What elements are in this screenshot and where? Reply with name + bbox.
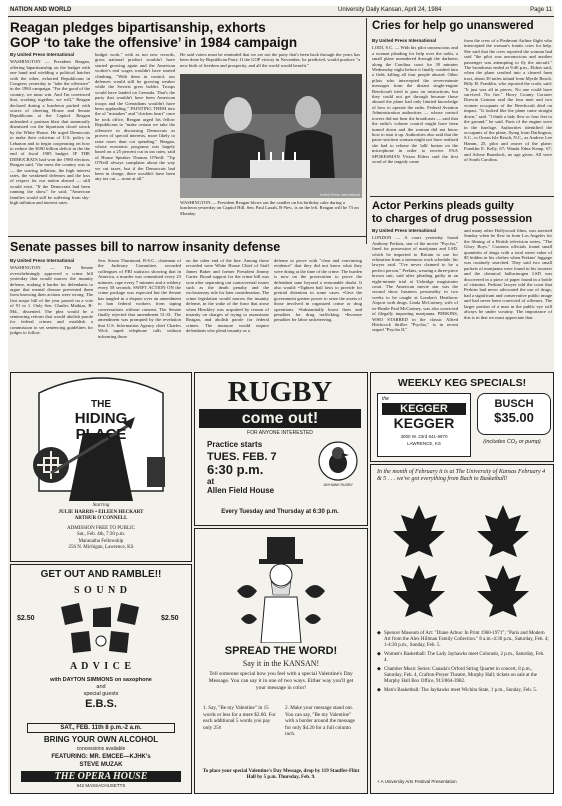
- page-header: [8, 6, 554, 17]
- hiding-place-title-1: THE: [91, 399, 111, 410]
- reagan-headline: [10, 20, 362, 50]
- valentine-footer: To place your special Valentine's Day Message, drop by 119 Stauffer-Flint Hall by 5 p.m. Thursday, Feb. 9.: [202, 769, 360, 780]
- senate-column-3: [186, 258, 269, 368]
- ramble-featuring: FEATURING: MR. EMCEE—KJHK's: [51, 754, 151, 760]
- festival-bullet-icon: ◆: [377, 631, 381, 636]
- reagan-photo-image: [180, 74, 362, 198]
- ramble-details: [11, 677, 191, 711]
- keg-specials-ad: [370, 372, 554, 462]
- maple-leaf-grid: [379, 501, 545, 623]
- column-rule: [366, 18, 367, 244]
- rugby-place: Allen Field House: [207, 486, 275, 495]
- opera-house-name: THE OPERA HOUSE: [21, 771, 181, 782]
- cries-body-2: from the crew of a Piedmont Airline flight who intercepted the woman's frantic cries for help. She said that the crew reported the woman had said "the pilot was unconscious and another passenger was attempting to fly the aircraft." The broadcasts ended at 9:46 p.m., Elders said, when the plane crashed into a cleared farm tract, about 30 miles inland from Myrtle Beach. Billy H. Franklin, who reported the crash, said: "It just was all in pieces. No one could have survived. No fire." Horry County Coroner Durwin Carmon said the four men and two women occupants of the Beechcraft died on impact. "It looked like the plane came straight down," said. "I think a lady flew or four feet to the ground," he said. Parts of the engine were in the fuselage. Authorities identified the occupants of the plane, flying from Darlington, S.C., to Ocean Isle Beach, N.C., as Andrew Lee Hamm, 25, pilot and owner of the plane; Franklin E. Kelly, 67; Wanda Edna Kemp, 67; and Arlene Brantlock, no age given. All were of South Carolina.: [464, 38, 552, 162]
- perkins-headline-line-1: Actor Perkins pleads guilty: [372, 200, 514, 212]
- festival-intro: In the month of February it is at The University of Kansas February 4 & 5 . . . we've got everything from Bach to Basketball!: [377, 469, 546, 482]
- senate-body-4: defense to prove with "clear and convincing evidence" that they did not know what they were doing at the time of the crime. The burden is now on the prosecution to prove the defendant sane beyond a reasonable doubt. It also would: •Tighten bail laws to provide for pretrial detention in some cases. •Give the government greater power to seize the assets of those involved in organized crime or drug operations. •Substantially boost fines and penalties for drug trafficking. •Increase penalties for labor racketeering.: [274, 258, 362, 323]
- festival-item-2: [377, 652, 549, 664]
- senate-column-4: [274, 258, 362, 368]
- festival-item-1: [377, 631, 549, 649]
- sound-advice-band-art: [41, 599, 161, 659]
- kegger-address-2: LAWRENCE, KS: [407, 441, 441, 446]
- kegger-address-1: 3000 W. 23rd 841-9870: [400, 434, 448, 439]
- perkins-body-2: and many other Hollywood films, was arrested Sunday when he flew in from Los Angeles for the filming of a British television series, "The Glory Boys." Customs officials found small quantities of drugs with a total street value of $5 hidden in his clothes when Perkins' luggage was routinely searched. They said two small packets of marijuana were found in his trousers and the chemical hallucinogen LSD was discovered in a piece of paper found in a bottle of vitamins. Perkins' lawyer told the court that Perkins had never advocated the use of drugs, had a significant and conservative public image and had never been convicted of offenses. The larger portion of a man in the public eye will always be under scrutiny. The importance of this is in that we must appreciate that.: [464, 228, 552, 320]
- senate-body-3: on the other end of the line. Among those recorded were White House Chief of Staff James Baker and former President Jimmy Carter. Broad support for the crime bill was won after separating out controversial issues such as the death penalty and the exclusionary rule for later consideration. The crime legislation would narrow the insanity defense, in the wake of the furor that arose when Hinckley was acquitted by reason of insanity on charges of trying to assassinate Reagan, and abolish parole for federal crimes. The measure would require defendants who plead insanity as a: [186, 258, 269, 334]
- festival-item-4: [377, 688, 549, 694]
- reagan-photo-caption: WASHINGTON — President Reagan blows out the candles on his birthday cake during a luncheon yesterday on Capitol Hill. Sen. Paul Laxalt, R-Nev., is on the left. Reagan will be 73 on Monday.: [180, 200, 359, 216]
- senate-body-2: Sen. Strom Thurmond, R-S.C., chairman of the Judiciary Committee, recorded colleagues of FBI statistics showing that in America, a murder was committed every 23 minutes, rape every 7 minutes and a robbery every 58 seconds. SWIFT ACTION ON the crime package was expected but the Senate has tangled in a dispute over an amendment to ban federal workers from taping conversations without consent. The Senate finally rejected that amendment 51-41. The amendment was prompted by the revelation that U.S. Information Agency chief Charles Wick taped telephone calls without informing those: [98, 258, 181, 339]
- festival-item-1-text: Spencer Museum of Art: "Diane Arbus: In Print 1960-1971"; "Paris and Modern Art from the Alex Hillman Family Collection." 8 a.m.-4:30 p.m., Saturday, Feb. 4; 1-4:30 p.m., Sunday, Feb. 5.: [384, 631, 549, 648]
- jayhawk-rugby-logo: [317, 439, 359, 483]
- ramble-concessions: concessions available: [76, 746, 126, 752]
- reagan-body-1: WASHINGTON — President Reagan, offering bipartisanship on the budget with one hand and wielding a political hatchet with the other, exhorted Republicans in Congress yesterday to "take the offensive" in the 1984 campaign. "For the good of the country, we must win. And I'm convinced that, working together, we will," Reagan declared during a luncheon packed with scores of cheering House and Senate Republicans at the Capitol. Reagan unleashed a partisan blast that summarily dismissed cut the bipartisan chord struck by the White House. He urged Democrats to make their criticism of U.S. policy in Lebanon and to begin cooperating on how to reduce the $180 billion deficit in the the end of fiscal 1985 budget. IF THE DEMOCRATS had won the 1980 election, Reagan said, "the mess the country was in — the soaring inflation, the high interest rates, the weakened defenses and the loss of respect for our nation abroad — still would exist. "If the Democrats had been running the show," he said, "American families would still be suffering from sky-high inflation and interest rates.: [10, 59, 90, 205]
- hiding-place-date: Sat., Feb. 4th, 7:30 p.m.: [76, 532, 126, 537]
- valentine-ad: [194, 528, 368, 794]
- rugby-practice-block: [207, 439, 317, 495]
- keg-note: (includes CO₂ or pump): [483, 439, 541, 445]
- rugby-practice-label: Practice starts: [207, 440, 263, 449]
- perkins-column-2: [464, 228, 552, 370]
- hiding-place-cast-2: ARTHUR O'CONNELL: [74, 516, 128, 521]
- ramble-date: SAT., FEB. 11th 8 p.m.-2 a.m.: [27, 723, 175, 733]
- arts-festival-ad: [370, 464, 554, 794]
- rugby-tagline: come out!: [199, 409, 361, 428]
- reagan-byline: By United Press International: [10, 52, 75, 57]
- senate-column-2: [98, 258, 181, 368]
- ramble-special: special guests: [83, 691, 119, 697]
- ramble-with: with DAYTON SIMMONS on saxophone: [50, 677, 152, 683]
- reagan-birthday-photo: [180, 74, 362, 198]
- ramble-price-right: $2.50: [161, 615, 179, 622]
- rugby-ad: [194, 372, 368, 526]
- busch-price-box: [477, 393, 551, 435]
- kegger-name-2: KEGGER: [393, 415, 455, 431]
- reagan-body-3: He said voters must be reminded that we are not the party that's been back through the years has been done by Republican Party. If the GOP victory in November, he predicted, would produce "a new birth of freedom and prosperity, and all the world would benefit.": [180, 52, 360, 68]
- festival-bullet-icon: ◆: [377, 688, 381, 693]
- busch-price: $35.00: [494, 410, 534, 425]
- perkins-column-1: [372, 228, 458, 370]
- perkins-byline: By United Press International: [372, 228, 437, 233]
- hiding-place-details: [11, 503, 191, 552]
- cries-column-1: [372, 38, 458, 194]
- ramble-price-left: $2.50: [17, 615, 35, 622]
- opera-house-ad: [10, 564, 192, 794]
- kegger-name-1: KEGGER: [382, 403, 466, 415]
- reagan-column-1: [10, 52, 90, 218]
- cries-body-1: LODI, S.C. — With his pilot unconscious and a woman pleading for help over the radio, a small plane meandered through the darkness along the Carolina coast for 39 minutes Wednesday night before it finally crashed into a field, killing all four people aboard. Other pilots who intercepted the seven-minute messages from the distant single-engine Beechcraft tried to pass on instructions, but they could not get through because those aboard the plane had only limited knowledge of how to operate the radio. Federal Aviation Administration authorities — whose control towers did not hear the broadcasts — said that the radio's volume control might have been turned down and the woman did not know how to turn it up. Authorities also said that the panic-stricken woman might not have realized she had to release the 'talk' button on the microphone in order to receive. FAA SPOKESMAN Vivian Elders said the first word of the tragedy came: [372, 45, 458, 164]
- senate-byline: By United Press International: [10, 258, 75, 263]
- hiding-place-cast-1: JULIE HARRIS • EILEEN HECKART: [58, 509, 144, 515]
- busch-label: BUSCH: [494, 398, 534, 410]
- rugby-logo-text: JAYHAWK RUGBY: [323, 483, 353, 487]
- rugby-subtitle: FOR ANYONE INTERESTED: [247, 430, 313, 436]
- sound-advice-bottom: A D V I C E: [69, 661, 133, 672]
- rugby-at: at: [207, 477, 215, 486]
- ramble-emcee: STEVE MUZAK: [79, 762, 123, 768]
- rugby-schedule: Every Tuesday and Thursday at 6:30 p.m.: [221, 509, 339, 515]
- festival-item-3-text: Chamber Music Series: Canada's Orford String Quartet in concert, 8 p.m., Saturday, Feb. 4, Crafton-Preyer Theatre, Murphy Hall; tickets on sale at the Murphy Hall Box Office, 913/864-3982.: [384, 667, 538, 684]
- section-name: NATION AND WORLD: [10, 7, 72, 13]
- perkins-body-1: LONDON — A court yesterday found Anthony Perkins, star of the movie "Psycho," fined for possession of marijuana and LSD, which he imported to Britain to use for relaxation from a strenuous work schedule, his lawyer said. "I've never claimed to be a perfect person," Perkins, wearing a three-piece brown suit, said after pleading guilty in an eight-minute trial at Uxbridge magistrates court. The American movie star was the second show business personality in two weeks to be caught at London's Heathrow Airport with drugs. Linda McCartney, wife of ex-Beatle Paul McCartney, was also convicted of illegally importing marijuana. PERKINS, WHO STARRED in the classic Alfred Hitchcock thriller "Psycho," is in recent sequel "Psycho II,": [372, 235, 458, 333]
- paper-dateline: University Daily Kansan, April 24, 1984: [338, 7, 442, 13]
- opera-house-address: 642 MASSACHUSETTS: [76, 783, 126, 788]
- reagan-column-2: [95, 52, 175, 218]
- perkins-rule: [370, 196, 554, 197]
- cries-headline: Cries for help go unanswered: [372, 20, 534, 32]
- valentine-option-2: 2. Make your message stand out. You can say, "Be my Valentine" with a border around the message for only $4.20 for a full column inch.: [285, 705, 355, 737]
- valentine-body: Tell someone special how you feel with a special Valentine's Day Message. You can say it in one of two ways. Either way you'll get your message in color!: [208, 671, 354, 691]
- page-number: Page 11: [530, 7, 552, 13]
- kegger-the: the: [382, 396, 389, 402]
- valentine-headline: SPREAD THE WORD!: [224, 645, 338, 657]
- hiding-place-ad: [10, 372, 192, 562]
- newspaper-page: [8, 6, 554, 794]
- reagan-headline-line-2: GOP ‘to take the offensive’ in 1984 campaign: [10, 35, 298, 50]
- perkins-headline-line-2: to charges of drug possession: [372, 212, 533, 225]
- reagan-body-2: budget work," with as not new records, gross national product wouldn't have started growing again and the American worker's real wages wouldn't have started climbing. "With them in control, our defenses would still be growing weaker while the Soviets grew bolder. Troops would have landed on Grenada. That's the party that wouldn't have been American troops and the Grenadians wouldn't have been applauding." PAINTING THEM into the of "mistakes" and "chicken heart" once he took office, Reagan urged his fellow Republicans to "make certain we take the offensive in discussing Democrats as proven of special interests, more likely to raise taxes than cut spending." Reagan, whose economic programs was largely based on a 25 percent cut in tax rates, said of House Speaker Thomas O'Neill: "Tip O'Neill always complains about the way we cut taxes, but if the Democrats had been in charge, there wouldn't have been any tax cut — none at all.": [95, 52, 175, 182]
- senate-headline: Senate passes bill to narrow insanity defense: [10, 240, 281, 254]
- rugby-title: RUGBY: [227, 376, 333, 408]
- rugby-day: TUES. FEB. 7: [207, 451, 277, 463]
- kegger-logo: [377, 393, 471, 457]
- festival-bullet-icon: ◆: [377, 667, 381, 672]
- reagan-headline-line-1: Reagan pledges bipartisanship, exhorts: [10, 20, 266, 35]
- hiding-place-admission: ADMISSION FREE TO PUBLIC: [66, 525, 136, 531]
- uncle-sam-illustration: [231, 533, 331, 643]
- hiding-place-title: [51, 399, 151, 443]
- senate-rule: [8, 236, 366, 237]
- valentine-option-1: 1. Say, "Be my Valentine" in 15 words or less for a mere $2.60. For each additional 5 words you pay only 25¢: [203, 705, 276, 731]
- festival-item-3: [377, 667, 549, 685]
- ramble-bring: BRING YOUR OWN ALCOHOL: [43, 735, 159, 744]
- reagan-column-3: [180, 52, 360, 72]
- senate-body-1: WASHINGTON — The Senate overwhelmingly approved a crime bill yesterday that would narrow the insanity defense, making it harder for defendants to argue that mental disease prevented them from knowing their actions were wrong. The first major bill of the year passed on a vote of 91 to 1. Only Sen. Charles Mathias, R-Md., dissented. The plea would be a sentencing reform that would abolish parole for federal crimes and establish a commission to set sentencing guidelines for judges to follow.: [10, 265, 93, 336]
- ramble-title: GET OUT AND RAMBLE!!: [40, 569, 162, 580]
- keg-title: WEEKLY KEG SPECIALS!: [397, 377, 527, 389]
- hiding-place-place: Maranatha Fellowship: [78, 538, 124, 544]
- reagan-photo-credit: United Press International: [319, 193, 360, 197]
- festival-bullet-icon: ◆: [377, 652, 381, 657]
- senate-column-1: [10, 258, 93, 368]
- cries-byline: By United Press International: [372, 38, 437, 43]
- sound-advice-top: S O U N D: [73, 585, 128, 596]
- festival-item-4-text: Men's Basketball: The Jayhawks meet Wichita State, 1 p.m., Sunday, Feb. 5.: [384, 688, 537, 693]
- valentine-subheadline: Say it in the KANSAN!: [242, 659, 320, 668]
- ramble-guests: E.B.S.: [85, 698, 117, 710]
- hiding-place-starring: Starring: [92, 503, 110, 508]
- perkins-headline: [372, 200, 554, 225]
- hiding-place-title-2: HIDING: [74, 410, 128, 427]
- hiding-place-address: 256 N. Michigan, Lawrence, KS: [68, 545, 134, 550]
- festival-listings: [377, 631, 549, 697]
- ramble-and: and: [96, 684, 106, 690]
- hiding-place-title-3: PLACE: [75, 426, 127, 443]
- cries-column-2: [464, 38, 552, 194]
- festival-item-2-text: Women's Basketball: The Lady Jayhawks meet Colorado, 2 p.m., Saturday, Feb. 4.: [384, 652, 545, 663]
- festival-footer: + A University Arts Festival Presentation: [377, 779, 457, 784]
- rugby-time: 6:30 p.m.: [207, 462, 264, 477]
